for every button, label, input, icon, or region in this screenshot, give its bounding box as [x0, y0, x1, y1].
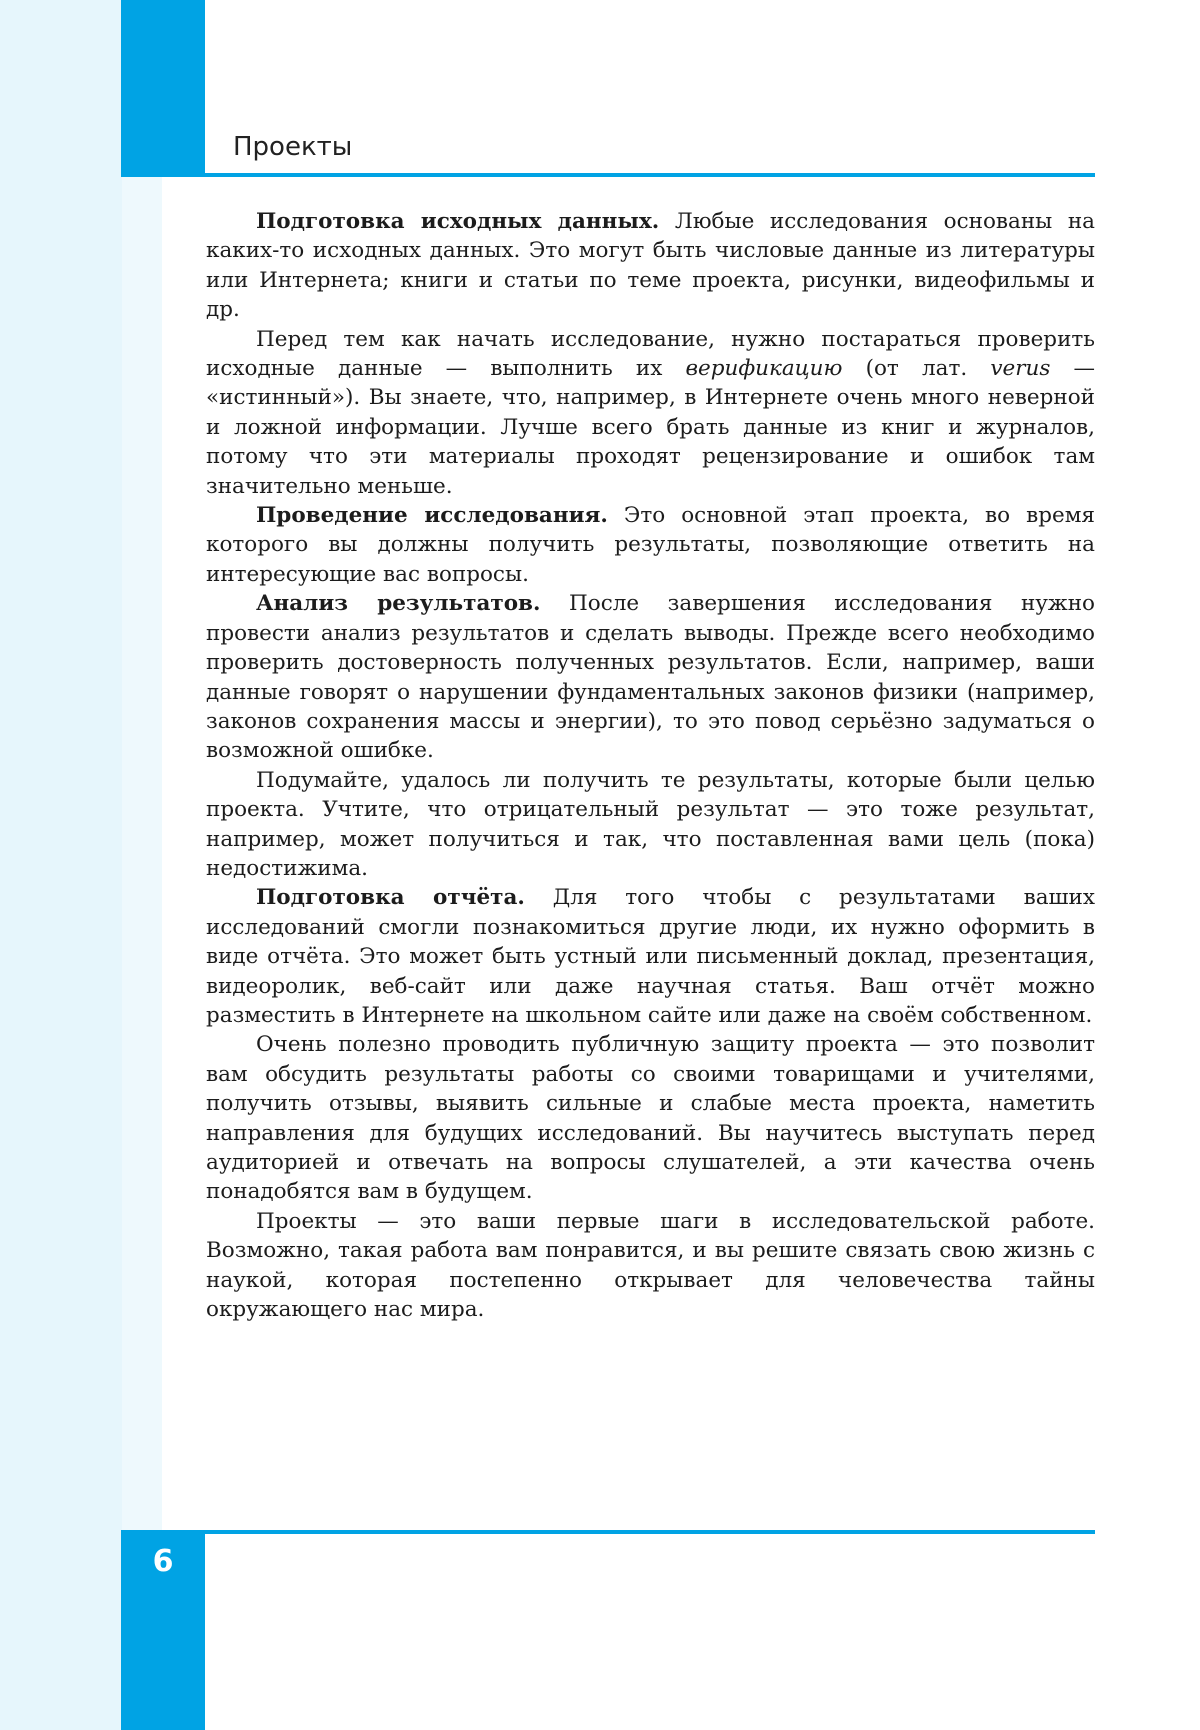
paragraph-text: Перед тем как начать исследование, нужно постараться проверить исходные данные — выполнить их — [206, 326, 1095, 382]
footer-rule — [121, 1530, 1095, 1534]
paragraph-text: Подумайте, удалось ли получить те результаты, которые были целью проекта. Учтите, что отрицательный результат — это тоже результат, например, может получиться и так, что поставленная вами цель (пока) недостижима. — [206, 767, 1095, 881]
paragraph-text: Проекты — это ваши первые шаги в исследовательской работе. Возможно, такая работа вам понравится, и вы решите связать свою жизнь с наукой, которая постепенно открывает для человечества тайны окружающего нас мира. — [206, 1208, 1095, 1323]
paragraph-analysis — [206, 589, 1095, 765]
section-term: Подготовка исходных данных. — [256, 209, 660, 234]
header-color-band — [121, 0, 205, 177]
paragraph-research — [206, 501, 1095, 589]
paragraph-source-data — [206, 207, 1095, 325]
paragraph-verification — [206, 325, 1095, 501]
section-term: Анализ результатов. — [256, 591, 541, 617]
paragraph-text: Любые исследования основаны на каких-то исходных данных. Это могут быть числовые данные из литературы или Интернета; книги и статьи по теме проекта, рисунки, видеофильмы и др. — [206, 209, 1096, 323]
paragraph-public-defense — [206, 1030, 1095, 1206]
main-text — [206, 207, 1095, 1324]
page-margin-tint — [0, 0, 122, 1730]
paragraph-results-goal — [206, 766, 1095, 884]
running-title: Проекты — [233, 132, 353, 162]
paragraph-text: Это основной этап проекта, во время которого вы должны получить результаты, позволяющие ответить на интересующие вас вопросы. — [206, 503, 1095, 587]
paragraph-text: (от лат. — [842, 356, 991, 382]
section-term: Проведение исследования. — [256, 503, 608, 529]
page-margin-tint-inner — [122, 0, 162, 1730]
page-number: 6 — [152, 1544, 174, 1579]
paragraph-text: Для того чтобы с результатами ваших исследований смогли познакомиться другие люди, их нужно оформить в виде отчёта. Это может быть устный или письменный доклад, презентация, видеоролик, веб-сайт или даже научная статья. Ваш отчёт можно разместить в Интернете на школьном сайте или даже на своём собственном. — [206, 885, 1095, 1028]
paragraph-text: Очень полезно проводить публичную защиту проекта — это позволит вам обсудить результаты работы со своими товарищами и учителями, получить отзывы, выявить сильные и слабые места проекта, наметить направления для будущих исследований. Вы научитесь выступать перед аудиторией и отвечать на вопросы слушателей, а эти качества очень понадобятся вам в будущем. — [206, 1032, 1095, 1205]
paragraph-text: — «истинный»). Вы знаете, что, например, в Интернете очень много неверной и ложной информации. Лучше всего брать данные из книг и журналов, потому что эти материалы проходят рецензирование и ошибок там значительно меньше. — [206, 356, 1096, 499]
paragraph-report — [206, 883, 1095, 1030]
header-rule — [121, 173, 1095, 177]
paragraph-conclusion — [206, 1207, 1095, 1325]
italic-term: verus — [990, 356, 1051, 382]
italic-term: верификацию — [685, 356, 843, 382]
section-term: Подготовка отчёта. — [256, 885, 525, 911]
paragraph-text: После завершения исследования нужно провести анализ результатов и сделать выводы. Прежде всего необходимо проверить достоверность полученных результатов. Если, например, ваши данные говорят о нарушении фундаментальных законов физики (например, законов сохранения массы и энергии), то это повод серьёзно задуматься о возможной ошибке. — [206, 591, 1095, 764]
